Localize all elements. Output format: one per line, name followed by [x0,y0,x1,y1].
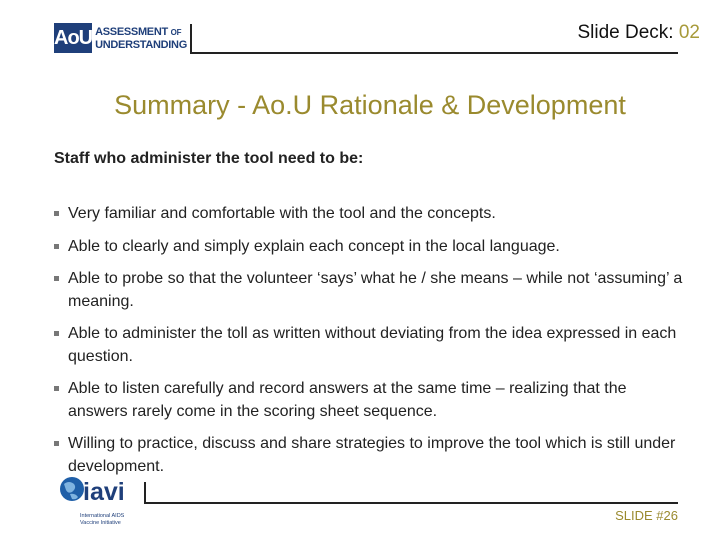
bullet-item [54,235,684,258]
bullet-square-icon [54,244,59,249]
iavi-logo-tagline-1: International AIDS [80,513,125,519]
bullet-text: Able to probe so that the volunteer ‘says’ what he / she means – while not ‘assuming’ a meaning. [68,270,683,310]
bullet-text: Able to administer the toll as written without deviating from the idea expressed in each question. [68,325,677,365]
bullet-text: Willing to practice, discuss and share strategies to improve the tool which is still under development. [68,435,676,475]
iavi-logo-tagline-2: Vaccine Initiative [80,520,121,526]
footer-divider-vertical [144,482,146,504]
slide-title: Summary - Ao.U Rationale & Development [114,90,626,120]
header-divider-vertical [190,24,192,54]
bullet-item [54,322,684,368]
iavi-logo-word: iavi [83,478,125,506]
deck-number: 02 [678,22,700,43]
bullet-text: Able to clearly and simply explain each concept in the local language. [68,238,560,255]
deck-label-text: Slide Deck: [577,22,679,43]
footer-divider-horizontal [144,502,678,504]
bullet-square-icon [54,441,59,446]
bullet-square-icon [54,331,59,336]
bullet-item [54,267,684,313]
bullet-item [54,202,684,225]
slide-deck-label [577,22,700,44]
aou-logo-line1: ASSESSMENT [95,25,168,38]
bullet-list [54,202,684,478]
bullet-item [54,377,684,423]
header-divider-horizontal [190,52,678,54]
intro-text: Staff who administer the tool need to be: [54,150,364,167]
bullet-square-icon [54,386,59,391]
aou-logo [54,22,187,54]
slide-number: SLIDE #26 [615,508,678,523]
iavi-logo [58,472,138,530]
aou-logo-mark: AoU [54,23,92,53]
aou-logo-line2: UNDERSTANDING [95,38,187,51]
bullet-text: Able to listen carefully and record answers at the same time – realizing that the answers rarely come in the scoring sheet sequence. [68,380,627,420]
bullet-square-icon [54,211,59,216]
aou-logo-text [95,26,187,51]
aou-logo-of: OF [170,27,182,37]
bullet-text: Very familiar and comfortable with the tool and the concepts. [68,205,496,222]
bullet-item [54,432,684,478]
bullet-square-icon [54,276,59,281]
